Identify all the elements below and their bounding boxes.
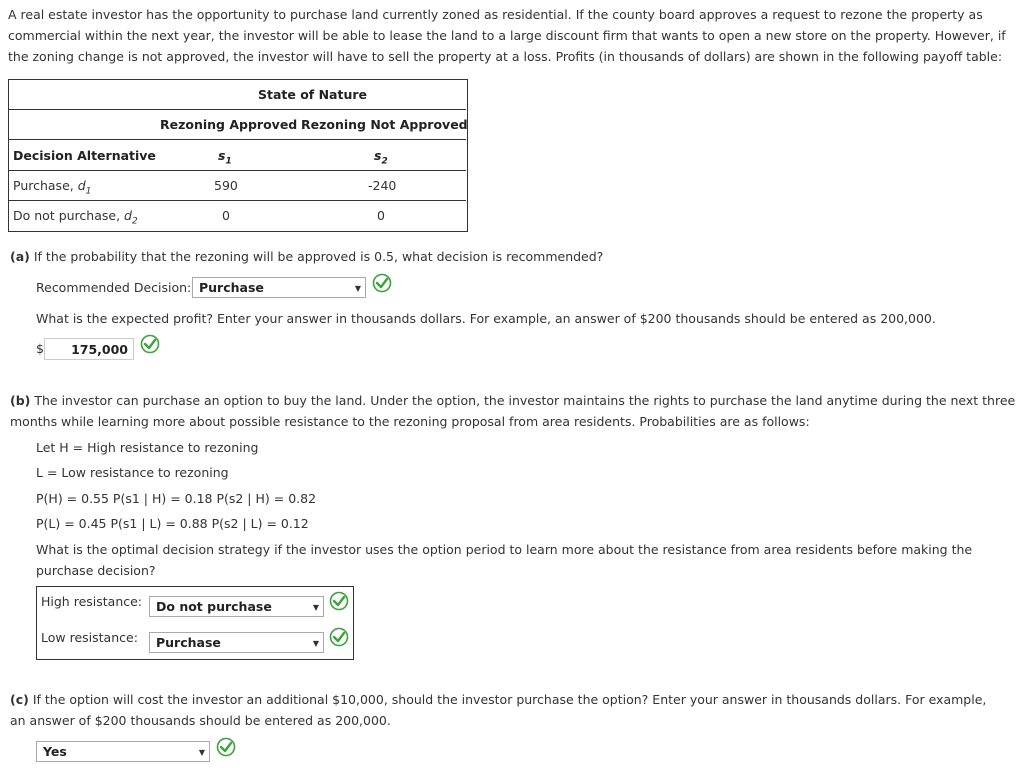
state-of-nature-header: State of Nature (258, 87, 368, 102)
part-a-question: (a) If the probability that the rezoning will be approved is 0.5, what decision is recommended? (10, 249, 604, 264)
check-icon (329, 627, 349, 647)
currency-symbol: $ (36, 341, 44, 356)
col-rezoning-approved: Rezoning Approved (160, 117, 298, 132)
prob-l-line: P(L) = 0.45 P(s1 | L) = 0.88 P(s2 | L) = 0.12 (36, 516, 309, 531)
row-do-not-purchase-label: Do not purchase, $d_2$ (13, 208, 138, 227)
part-c-question: (c) If the option will cost the investor an additional $10,000, should the investor purchase the option? Enter your answer in thousands dollars. For example, an answer of $200 thousands should be entered as 200,000. (10, 692, 987, 728)
prob-h-line: P(H) = 0.55 P(s1 | H) = 0.18 P(s2 | H) = 0.82 (36, 491, 317, 506)
high-resistance-select[interactable]: Do not purchase ▼ (149, 596, 324, 617)
check-icon (216, 737, 236, 757)
purchase-option-select[interactable]: Yes ▼ (36, 741, 210, 762)
s2-header: $s_2$ (374, 148, 388, 167)
strategy-question: What is the optimal decision strategy if the investor uses the option period to learn more about the resistance from area residents before making the purchase decision? (36, 542, 973, 578)
row-do-not-purchase-s1: 0 (222, 208, 230, 223)
expected-profit-question: What is the expected profit? Enter your answer in thousands dollars. For example, an answer of $200 thousands should be entered as 200,000. (36, 311, 936, 326)
col-rezoning-not-approved: Rezoning Not Approved (301, 117, 468, 132)
let-h-line: Let H = High resistance to rezoning (36, 440, 259, 455)
check-icon (372, 273, 392, 293)
part-b-question: (b) The investor can purchase an option to buy the land. Under the option, the investor maintains the rights to purchase the land anytime during the next three months while learning more about possible resistance to the rezoning proposal from area residents. Probabilities are as follows: (10, 393, 1016, 429)
low-resistance-select[interactable]: Purchase ▼ (149, 632, 324, 653)
problem-intro: A real estate investor has the opportunity to purchase land currently zoned as residential. If the county board approves a request to rezone the property as commercial within the next year, the investor will be able to lease the land to a large discount firm that wants to open a new store on the property. However, if the zoning change is not approved, the investor will have to sell the property at a loss. Profits (in thousands of dollars) are shown in the following payoff table: (8, 7, 1006, 64)
row-purchase-s2: -240 (368, 178, 397, 193)
high-resistance-label: High resistance: (41, 594, 143, 609)
row-do-not-purchase-s2: 0 (377, 208, 385, 223)
recommended-decision-select[interactable]: Purchase ▼ (192, 277, 366, 298)
check-icon (329, 591, 349, 611)
let-l-line: L = Low resistance to rezoning (36, 465, 229, 480)
check-icon (140, 334, 160, 354)
recommended-decision-label: Recommended Decision: (36, 280, 192, 295)
row-purchase-label: Purchase, $d_1$ (13, 178, 92, 197)
low-resistance-label: Low resistance: (41, 630, 138, 645)
expected-profit-input[interactable]: 175,000 (44, 338, 134, 360)
row-purchase-s1: 590 (214, 178, 238, 193)
s1-header: $s_1$ (218, 148, 232, 167)
decision-alternative-header: Decision Alternative (13, 148, 156, 163)
